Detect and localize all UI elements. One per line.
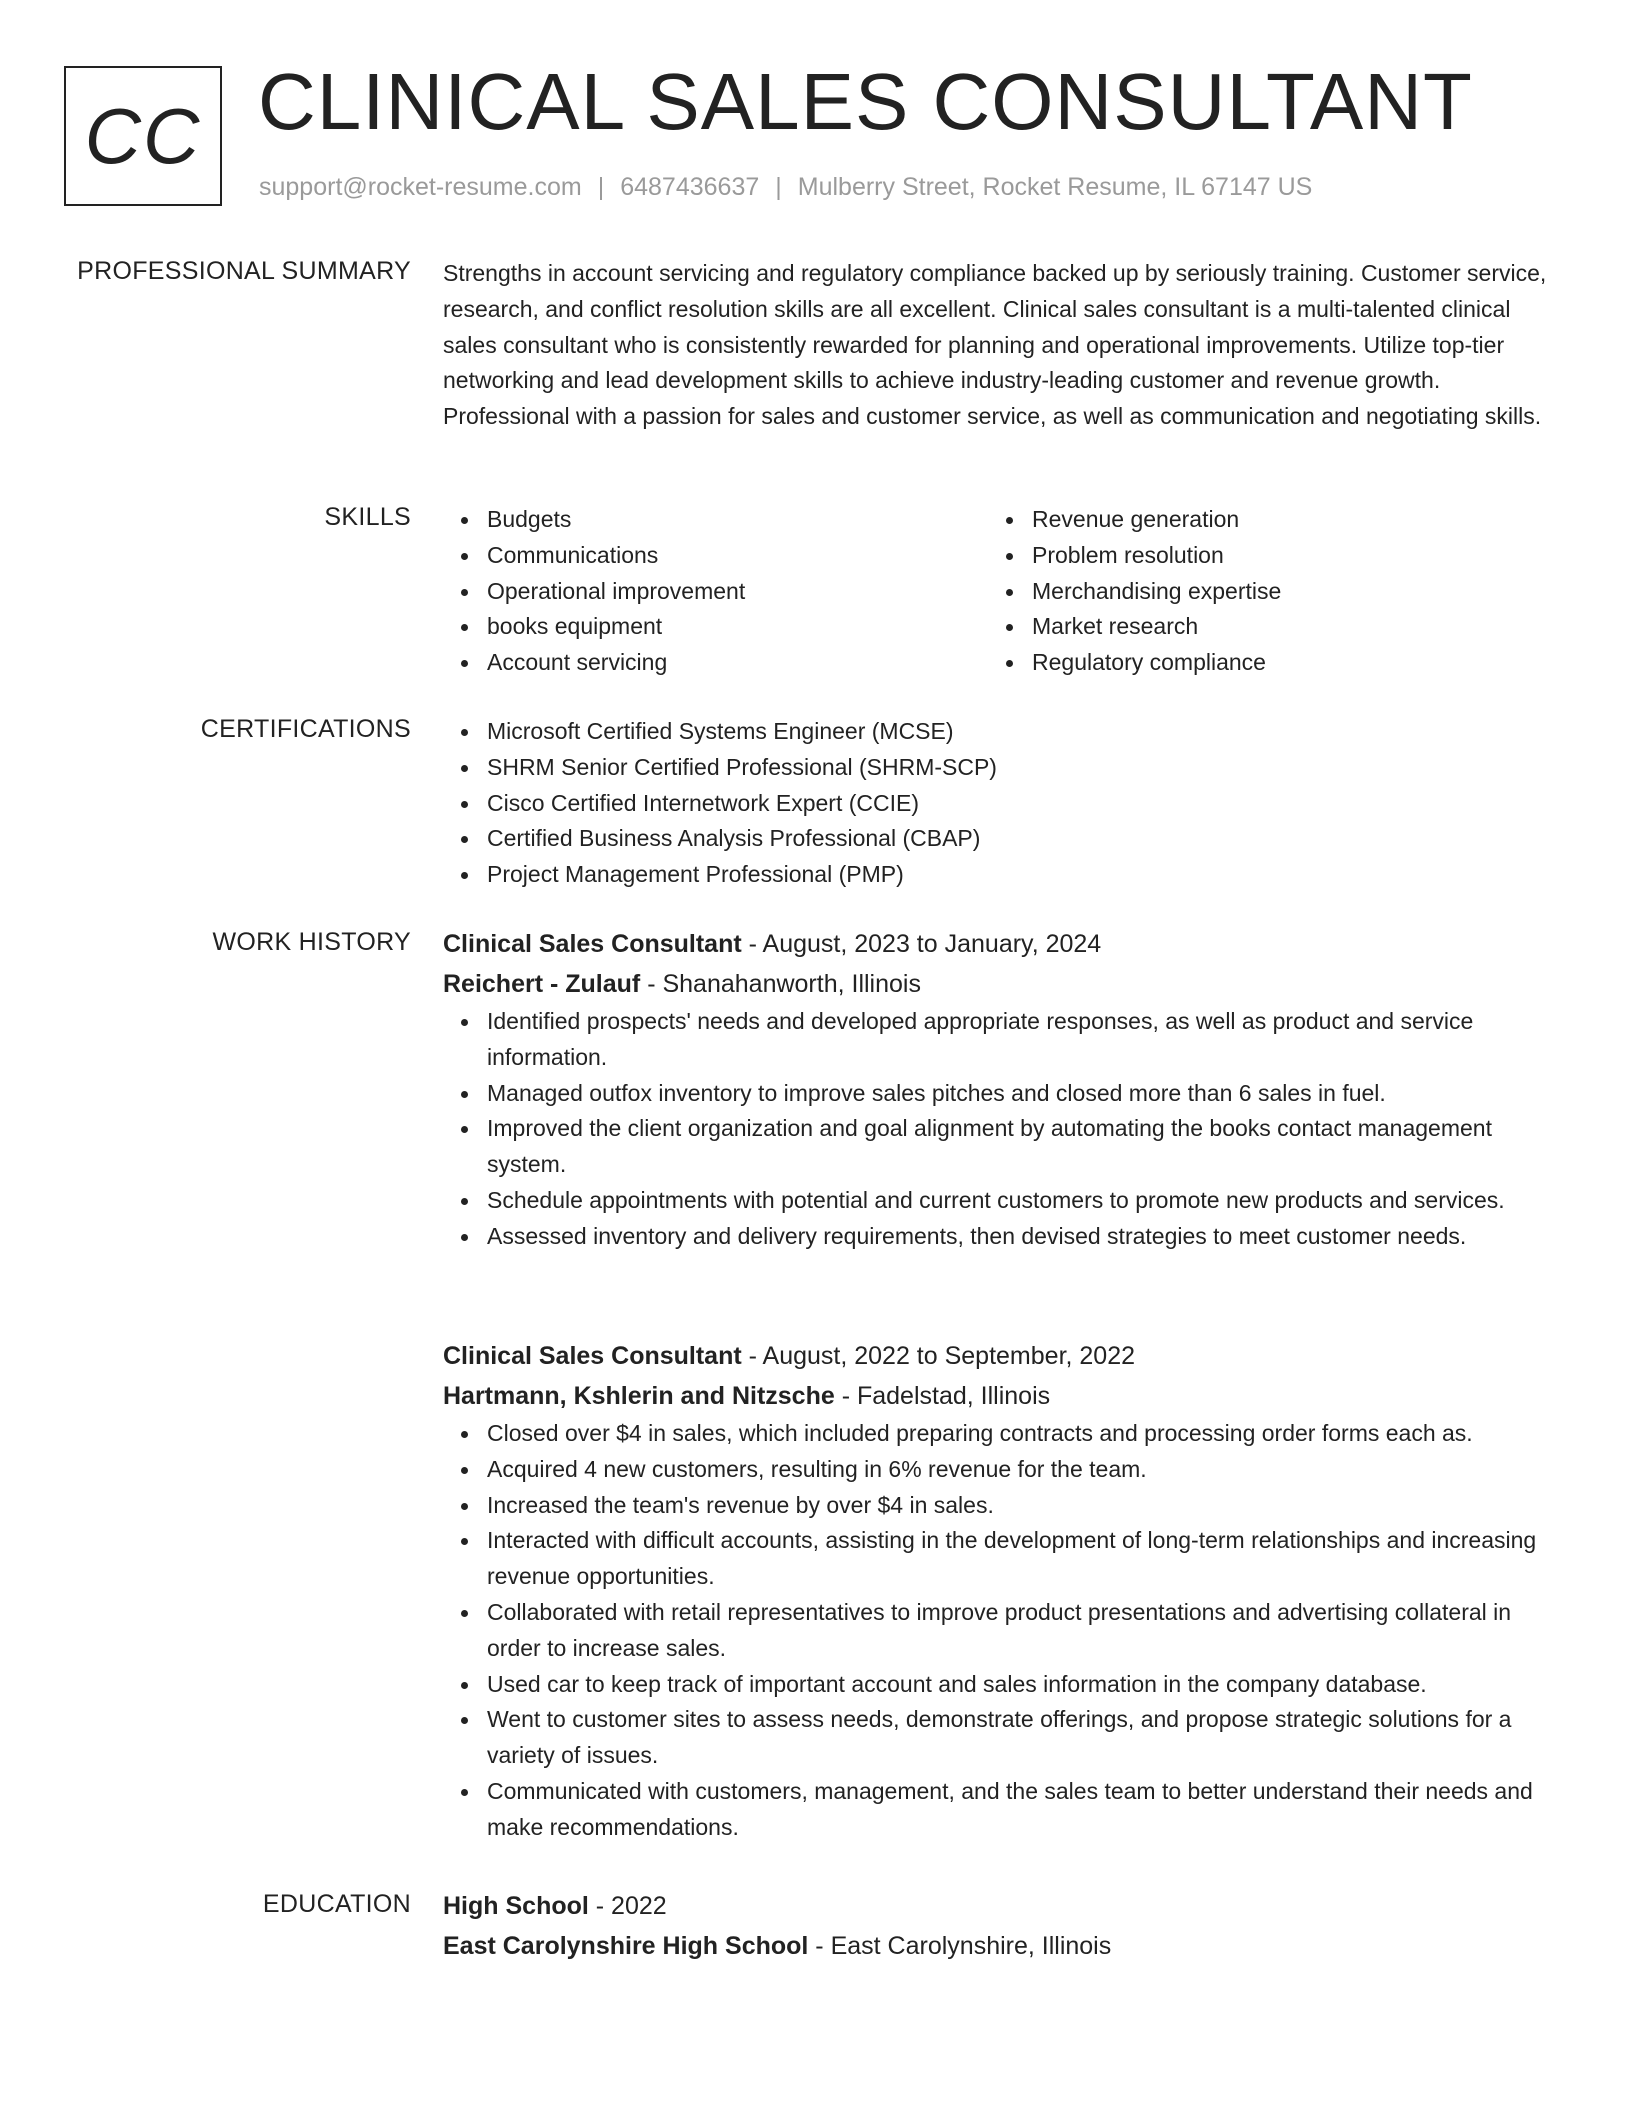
education-heading: EDUCATION — [262, 1890, 411, 1918]
certification-item: Cisco Certified Internetwork Expert (CCIE) — [487, 786, 1553, 822]
education-school: East Carolynshire High School — [443, 1932, 809, 1960]
job-dates: - August, 2022 to September, 2022 — [741, 1342, 1136, 1370]
job-bullet: Used car to keep track of important account and sales information in the company database. — [487, 1667, 1553, 1703]
skills-list-right — [988, 502, 1533, 681]
summary-text: Strengths in account servicing and regulatory compliance backed up by seriously training. Customer service, research, and conflict resolution skills are all excellent. Clinical sales consultant is a multi-talented clinical sales consultant who is consistently rewarded for planning and operational improvements. Utilize top-tier networking and lead development skills to achieve industry-leading customer and revenue growth. Professional with a passion for sales and customer service, as well as communication and negotiating skills. — [443, 260, 1547, 430]
job-entry — [443, 1336, 1553, 1846]
job-bullet: Went to customer sites to assess needs, demonstrate offerings, and propose strategic solutions for a variety of issues. — [487, 1702, 1553, 1774]
job-dates: - August, 2023 to January, 2024 — [741, 930, 1102, 958]
skill-item: books equipment — [487, 609, 988, 645]
summary-heading: PROFESSIONAL SUMMARY — [77, 257, 411, 285]
education-school-line — [443, 1926, 1553, 1966]
contact-line — [259, 173, 1312, 202]
education-entry — [443, 1886, 1553, 1966]
job-bullet: Schedule appointments with potential and current customers to promote new products and services. — [487, 1183, 1553, 1219]
job-title-line — [443, 1336, 1553, 1376]
certification-item: Certified Business Analysis Professional (CBAP) — [487, 821, 1553, 857]
certifications-heading: CERTIFICATIONS — [200, 715, 411, 743]
skill-item: Communications — [487, 538, 988, 574]
job-bullet: Collaborated with retail representatives to improve product presentations and advertising collateral in order to increase sales. — [487, 1595, 1553, 1667]
skill-item: Operational improvement — [487, 574, 988, 610]
job-bullets — [443, 1416, 1553, 1846]
skill-item: Account servicing — [487, 645, 988, 681]
job-bullet: Identified prospects' needs and developed appropriate responses, as well as product and service information. — [487, 1004, 1553, 1076]
skill-item: Problem resolution — [1032, 538, 1533, 574]
job-title-line — [443, 924, 1553, 964]
contact-address: Mulberry Street, Rocket Resume, IL 67147 US — [797, 173, 1313, 201]
job-location: - Fadelstad, Illinois — [834, 1382, 1051, 1410]
job-company: Hartmann, Kshlerin and Nitzsche — [443, 1382, 835, 1410]
job-location: - Shanahanworth, Illinois — [640, 970, 921, 998]
education-location: - East Carolynshire, Illinois — [808, 1932, 1112, 1960]
page-title: CLINICAL SALES CONSULTANT — [258, 57, 1473, 146]
skill-item: Revenue generation — [1032, 502, 1533, 538]
skills-body — [443, 502, 1553, 681]
job-bullet: Improved the client organization and goal alignment by automating the books contact management system. — [487, 1111, 1553, 1183]
job-role: Clinical Sales Consultant — [443, 930, 742, 958]
skill-item: Merchandising expertise — [1032, 574, 1533, 610]
contact-separator: | — [597, 173, 605, 201]
job-company-line — [443, 964, 1553, 1004]
certifications-list — [443, 714, 1553, 893]
contact-separator: | — [775, 173, 782, 201]
skill-item: Budgets — [487, 502, 988, 538]
job-bullet: Increased the team's revenue by over $4 in sales. — [487, 1488, 1553, 1524]
job-bullet: Closed over $4 in sales, which included preparing contracts and processing order forms each as. — [487, 1416, 1553, 1452]
job-bullet: Assessed inventory and delivery requirements, then devised strategies to meet customer needs. — [487, 1219, 1553, 1255]
certification-item: Microsoft Certified Systems Engineer (MCSE) — [487, 714, 1553, 750]
contact-email[interactable]: support@rocket-resume.com — [259, 173, 582, 201]
contact-phone: 6487436637 — [620, 173, 760, 201]
job-company: Reichert - Zulauf — [443, 970, 641, 998]
job-company-line — [443, 1376, 1553, 1416]
work-heading: WORK HISTORY — [212, 928, 411, 956]
certifications-body — [443, 714, 1553, 893]
education-year: - 2022 — [588, 1892, 667, 1920]
job-bullet: Interacted with difficult accounts, assisting in the development of long-term relationships and increasing revenue opportunities. — [487, 1523, 1553, 1595]
job-bullet: Acquired 4 new customers, resulting in 6% revenue for the team. — [487, 1452, 1553, 1488]
certification-item: Project Management Professional (PMP) — [487, 857, 1553, 893]
skill-item: Market research — [1032, 609, 1533, 645]
skills-list-left — [443, 502, 988, 681]
education-degree-line — [443, 1886, 1553, 1926]
job-bullet: Managed outfox inventory to improve sales pitches and closed more than 6 sales in fuel. — [487, 1076, 1553, 1112]
education-degree: High School — [443, 1892, 589, 1920]
job-role: Clinical Sales Consultant — [443, 1342, 742, 1370]
certification-item: SHRM Senior Certified Professional (SHRM-SCP) — [487, 750, 1553, 786]
summary-body — [443, 256, 1553, 435]
skills-heading: SKILLS — [324, 503, 411, 531]
monogram: CC — [64, 66, 222, 206]
job-bullets — [443, 1004, 1553, 1255]
job-entry — [443, 924, 1553, 1255]
job-bullet: Communicated with customers, management, and the sales team to better understand their needs and make recommendations. — [487, 1774, 1553, 1846]
skill-item: Regulatory compliance — [1032, 645, 1533, 681]
